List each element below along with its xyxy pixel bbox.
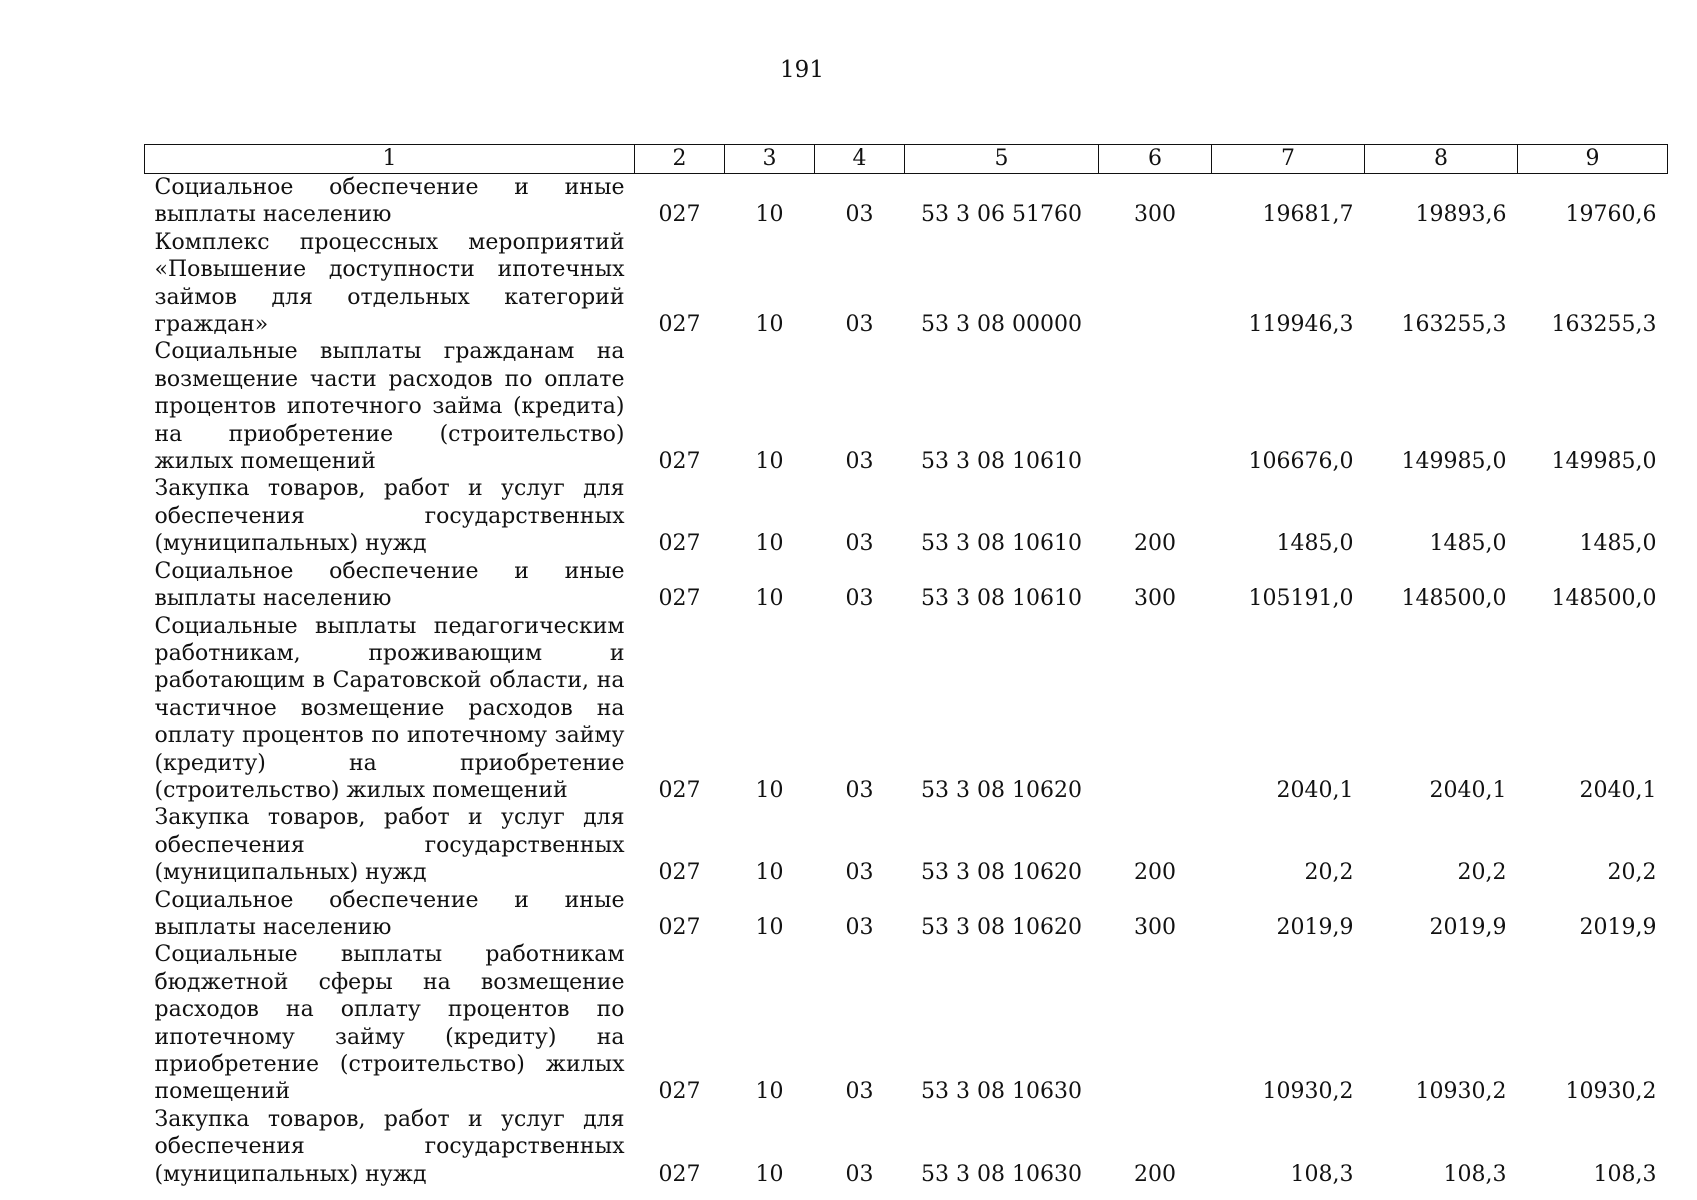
amount-col7: 105191,0 (1248, 586, 1354, 612)
expense-type: 200 (1134, 1161, 1176, 1187)
table-header (145, 145, 1668, 174)
amount-col9: 2040,1 (1579, 777, 1657, 803)
row-name: Социальные выплаты работникам бюджетной сферы на возмещение расходов на оплату процентов по ипотечному займу (кредиту) на приобретение (строительство) жилых помещений (154, 942, 625, 1105)
target-article: 53 3 08 10620 (921, 914, 1082, 940)
amount-col9: 149985,0 (1551, 449, 1657, 475)
expense-type: 200 (1134, 531, 1176, 557)
subsection-code: 03 (845, 860, 874, 886)
column-header: 4 (815, 145, 905, 174)
section-code: 10 (755, 914, 784, 940)
table-row (145, 1106, 1668, 1188)
amount-col8: 163255,3 (1401, 312, 1507, 338)
table-row (145, 338, 1668, 475)
column-header: 5 (905, 145, 1099, 174)
target-article: 53 3 06 51760 (921, 202, 1082, 228)
amount-col7: 10930,2 (1262, 1079, 1354, 1105)
amount-col7: 119946,3 (1248, 312, 1354, 338)
row-name: Социальное обеспечение и иные выплаты населению (154, 887, 625, 940)
amount-col7: 2040,1 (1276, 777, 1354, 803)
table-row (145, 475, 1668, 557)
ministry-code: 027 (658, 777, 701, 803)
expense-type (1099, 613, 1212, 805)
section-code: 10 (755, 312, 784, 338)
section-code: 10 (755, 777, 784, 803)
subsection-code: 03 (845, 586, 874, 612)
row-name: Закупка товаров, работ и услуг для обеспечения государственных (муниципальных) нужд (154, 805, 625, 886)
column-header: 3 (725, 145, 815, 174)
table-row (145, 887, 1668, 942)
amount-col7: 19681,7 (1262, 202, 1354, 228)
expense-type: 200 (1134, 860, 1176, 886)
amount-col9: 19760,6 (1565, 202, 1657, 228)
section-code: 10 (755, 449, 784, 475)
column-header: 8 (1365, 145, 1518, 174)
amount-col8: 19893,6 (1415, 202, 1507, 228)
column-header: 2 (635, 145, 725, 174)
amount-col9: 148500,0 (1551, 586, 1657, 612)
subsection-code: 03 (845, 914, 874, 940)
header-row (145, 145, 1668, 174)
expense-type (1099, 229, 1212, 339)
subsection-code: 03 (845, 449, 874, 475)
expense-type (1099, 941, 1212, 1105)
row-name: Социальное обеспечение и иные выплаты населению (154, 175, 625, 228)
amount-col7: 108,3 (1290, 1161, 1354, 1187)
target-article: 53 3 08 10630 (921, 1161, 1082, 1187)
subsection-code: 03 (845, 1079, 874, 1105)
table-row (145, 941, 1668, 1105)
section-code: 10 (755, 586, 784, 612)
target-article: 53 3 08 00000 (921, 312, 1082, 338)
amount-col8: 1485,0 (1429, 531, 1507, 557)
section-code: 10 (755, 1079, 784, 1105)
amount-col8: 10930,2 (1415, 1079, 1507, 1105)
ministry-code: 027 (658, 1161, 701, 1187)
row-name: Социальное обеспечение и иные выплаты населению (154, 558, 625, 612)
budget-table (144, 144, 1668, 1188)
subsection-code: 03 (845, 1161, 874, 1187)
row-name: Социальные выплаты педагогическим работникам, проживающим и работающим в Саратовской области, на частичное возмещение расходов на оплату процентов по ипотечному займу (кредиту) на приобретение (строительство) жилых помещений (154, 613, 625, 803)
amount-col9: 2019,9 (1579, 914, 1657, 940)
row-name: Закупка товаров, работ и услуг для обеспечения государственных (муниципальных) нужд (154, 476, 625, 557)
amount-col7: 2019,9 (1276, 914, 1354, 940)
row-name: Комплекс процессных мероприятий «Повышение доступности ипотечных займов для отдельных категорий граждан» (154, 229, 625, 338)
amount-col8: 148500,0 (1401, 586, 1507, 612)
row-name: Закупка товаров, работ и услуг для обеспечения государственных (муниципальных) нужд (154, 1106, 625, 1187)
ministry-code: 027 (658, 449, 701, 475)
amount-col8: 108,3 (1443, 1161, 1507, 1187)
section-code: 10 (755, 202, 784, 228)
expense-type (1099, 338, 1212, 475)
target-article: 53 3 08 10610 (921, 586, 1082, 612)
target-article: 53 3 08 10610 (921, 531, 1082, 557)
table-row (145, 174, 1668, 229)
amount-col8: 2040,1 (1429, 777, 1507, 803)
amount-col9: 1485,0 (1579, 531, 1657, 557)
amount-col7: 106676,0 (1248, 449, 1354, 475)
expense-type: 300 (1134, 914, 1176, 940)
table-body (145, 174, 1668, 1189)
ministry-code: 027 (658, 531, 701, 557)
amount-col9: 10930,2 (1565, 1079, 1657, 1105)
amount-col7: 20,2 (1304, 860, 1354, 886)
amount-col9: 20,2 (1607, 860, 1657, 886)
amount-col8: 149985,0 (1401, 449, 1507, 475)
column-header: 1 (145, 145, 635, 174)
ministry-code: 027 (658, 860, 701, 886)
subsection-code: 03 (845, 202, 874, 228)
section-code: 10 (755, 531, 784, 557)
table-row (145, 558, 1668, 613)
column-header: 9 (1518, 145, 1668, 174)
table-row (145, 613, 1668, 805)
ministry-code: 027 (658, 312, 701, 338)
expense-type: 300 (1134, 586, 1176, 612)
table-row (145, 229, 1668, 339)
amount-col7: 1485,0 (1276, 531, 1354, 557)
row-name: Социальные выплаты гражданам на возмещение части расходов по оплате процентов ипотечного займа (кредита) на приобретение (строительство) жилых помещений (154, 339, 625, 475)
expense-type: 300 (1134, 202, 1176, 228)
subsection-code: 03 (845, 312, 874, 338)
amount-col8: 20,2 (1457, 860, 1507, 886)
table-row (145, 804, 1668, 886)
ministry-code: 027 (658, 586, 701, 612)
amount-col8: 2019,9 (1429, 914, 1507, 940)
section-code: 10 (755, 1161, 784, 1187)
target-article: 53 3 08 10620 (921, 777, 1082, 803)
column-header: 7 (1212, 145, 1365, 174)
target-article: 53 3 08 10610 (921, 449, 1082, 475)
target-article: 53 3 08 10630 (921, 1079, 1082, 1105)
ministry-code: 027 (658, 914, 701, 940)
ministry-code: 027 (658, 202, 701, 228)
column-header: 6 (1099, 145, 1212, 174)
subsection-code: 03 (845, 777, 874, 803)
page-number: 191 (780, 57, 824, 83)
ministry-code: 027 (658, 1079, 701, 1105)
subsection-code: 03 (845, 531, 874, 557)
section-code: 10 (755, 860, 784, 886)
amount-col9: 163255,3 (1551, 312, 1657, 338)
target-article: 53 3 08 10620 (921, 860, 1082, 886)
amount-col9: 108,3 (1593, 1161, 1657, 1187)
